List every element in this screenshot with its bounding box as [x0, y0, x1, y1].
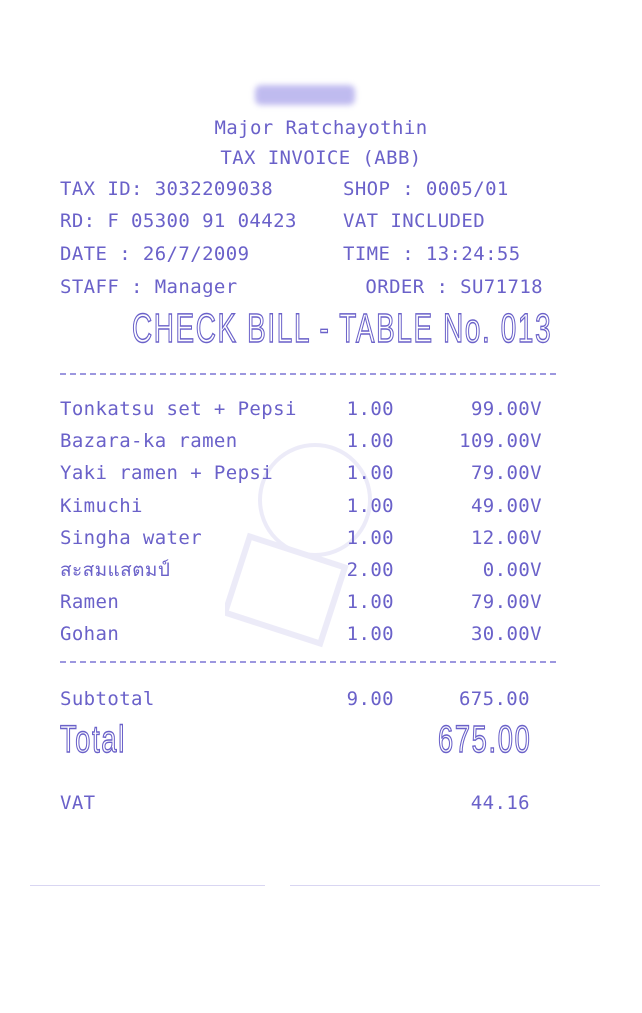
item-price: 99.00V [470, 398, 542, 420]
vat-label: VAT [60, 792, 96, 814]
item-qty: 1.00 [346, 527, 394, 549]
redacted-shop-name [255, 85, 355, 105]
item-price: 109.00V [459, 430, 542, 452]
item-qty: 1.00 [346, 623, 394, 645]
total-amount: 675.00 [438, 717, 532, 761]
vat-included-note: VAT INCLUDED [343, 210, 486, 232]
branch-name: Major Ratchayothin [214, 117, 428, 139]
item-name: Bazara-ka ramen [60, 430, 238, 452]
document-type: TAX INVOICE (ABB) [220, 147, 422, 169]
item-name: Gohan [60, 623, 120, 645]
item-name: Yaki ramen + Pepsi [60, 462, 274, 484]
staff-name: STAFF : Manager [60, 276, 238, 298]
item-qty: 1.00 [346, 591, 394, 613]
vat-amount: 44.16 [470, 792, 530, 814]
item-qty: 1.00 [346, 430, 394, 452]
faded-stamp-mark [225, 430, 385, 650]
divider-bottom [60, 661, 556, 663]
item-price: 49.00V [470, 495, 542, 517]
receipt-date: DATE : 26/7/2009 [60, 243, 250, 265]
divider-top [60, 373, 556, 375]
item-name: Kimuchi [60, 495, 143, 517]
item-qty: 1.00 [346, 495, 394, 517]
item-price: 12.00V [470, 527, 542, 549]
item-name: Singha water [60, 527, 203, 549]
item-qty: 1.00 [346, 398, 394, 420]
check-bill-title: CHECK BILL - TABLE No. 013 [132, 306, 553, 352]
paper-edge-right [290, 885, 600, 886]
shop-code: SHOP : 0005/01 [343, 178, 509, 200]
subtotal-label: Subtotal [60, 688, 155, 710]
subtotal-amount: 675.00 [458, 688, 530, 710]
item-price: 0.00V [482, 559, 542, 581]
item-name: Ramen [60, 591, 120, 613]
total-label: Total [60, 717, 126, 761]
rd-number: RD: F 05300 91 04423 [60, 210, 297, 232]
item-qty: 2.00 [346, 559, 394, 581]
item-price: 79.00V [470, 462, 542, 484]
receipt-time: TIME : 13:24:55 [343, 243, 521, 265]
item-qty: 1.00 [346, 462, 394, 484]
tax-id: TAX ID: 3032209038 [60, 178, 274, 200]
paper-edge-left [30, 885, 265, 886]
item-name: Tonkatsu set + Pepsi [60, 398, 297, 420]
item-price: 30.00V [470, 623, 542, 645]
item-price: 79.00V [470, 591, 542, 613]
order-number: ORDER : SU71718 [365, 276, 543, 298]
subtotal-qty: 9.00 [346, 688, 394, 710]
item-name: สะสมแสตมป์ [60, 559, 171, 581]
